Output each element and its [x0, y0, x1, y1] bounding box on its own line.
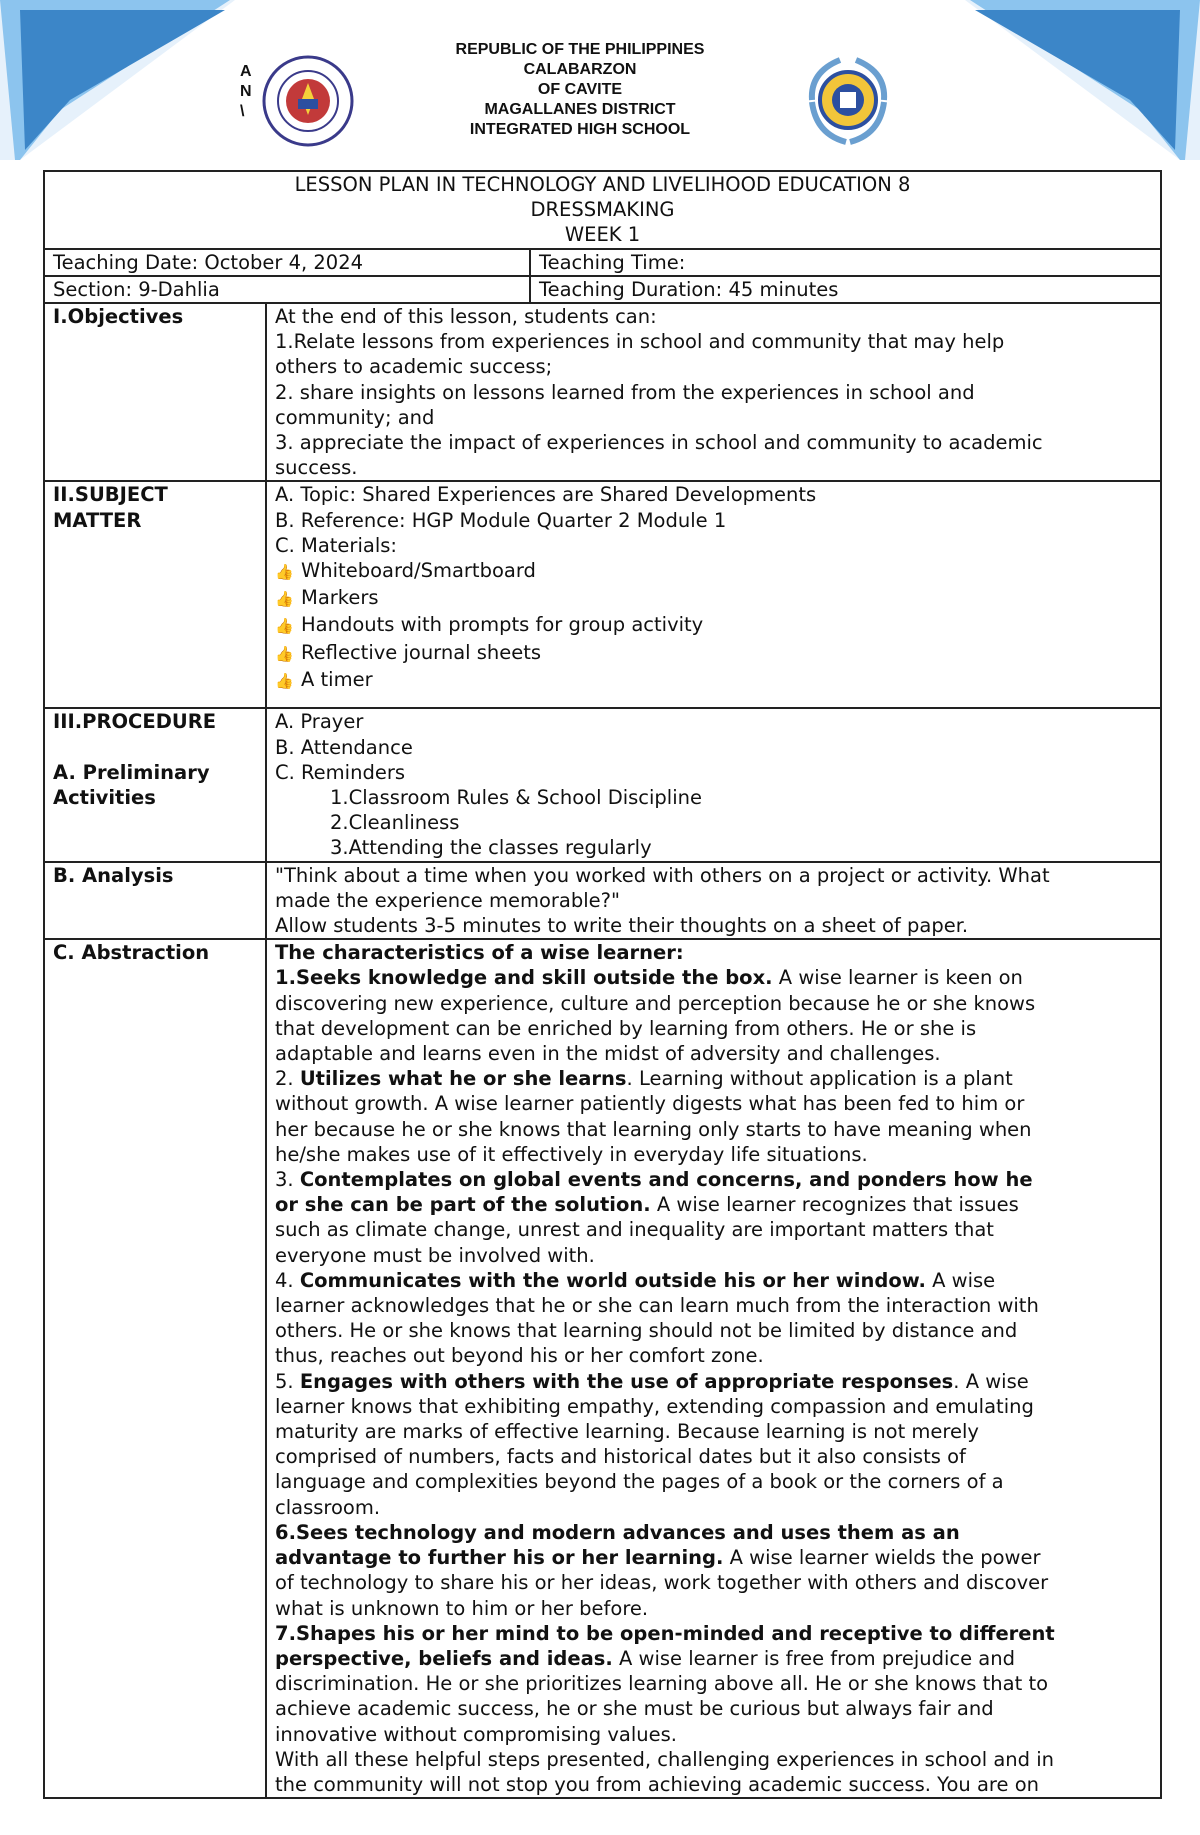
subject-matter-label: II.SUBJECT MATTER	[44, 481, 266, 708]
right-corner-decoration	[960, 0, 1200, 170]
analysis-label: B. Analysis	[44, 862, 266, 940]
objectives-content: At the end of this lesson, students can: 1.Relate lessons from experiences in school and community that may help others to academic success; 2. share insights on lessons learned from the experiences in school and community; and 3. appreciate the impact of experiences in school and community to academic success.	[266, 303, 1161, 481]
material-item: 👍 Reflective journal sheets	[275, 640, 1152, 667]
analysis-row	[44, 862, 1161, 940]
abstraction-content: The characteristics of a wise learner: 1.Seeks knowledge and skill outside the box. A wise learner is keen on discovering new experience, culture and perception because he or she knows that development can be enriched by learning from others. He or she is adaptable and learns even in the midst of adversity and challenges. 2. Utilizes what he or she learns. Learning without application is a plant without growth. A wise learner patiently digests what has been fed to him or her because he or she knows that learning only starts to have meaning when he/she makes use of it effectively in everyday life situations. 3. Contemplates on global events and concerns, and ponders how he or she can be part of the solution. A wise learner recognizes that issues such as climate change, unrest and inequality are important matters that everyone must be involved with. 4. Communicates with the world outside his or her window. A wise learner acknowledges that he or she can learn much from the interaction with others. He or she knows that learning should not be limited by distance and thus, reaches out beyond his or her comfort zone. 5. Engages with others with the use of appropriate responses. A wise learner knows that exhibiting empathy, extending compassion and emulating maturity are marks of effective learning. Because learning is not merely comprised of numbers, facts and historical dates but it also consists of language and complexities beyond the pages of a book or the corners of a classroom. 6.Sees technology and modern advances and uses them as an advantage to further his or her learning. A wise learner wields the power of technology to share his or her ideas, work together with others and discover what is unknown to him or her before. 7.Shapes his or her mind to be open-minded and receptive to different perspective, beliefs and ideas. A wise learner is free from prejudice and discrimination. He or she prioritizes learning above all. He or she knows that to achieve academic success, he or she must be curious but always fair and innovative without compromising values. With all these helpful steps presented, challenging experiences in school and in the community will not stop you from achieving academic success. You are on	[266, 939, 1161, 1798]
left-corner-decoration	[0, 0, 240, 170]
info-row	[44, 276, 1161, 303]
header-fragment: A N \	[240, 63, 252, 120]
header-line: INTEGRATED HIGH SCHOOL	[469, 121, 691, 138]
reminder-item: 2.Cleanliness	[330, 811, 460, 835]
info-row	[44, 249, 1161, 276]
lesson-plan-table	[43, 170, 1162, 1799]
header-line: OF CAVITE	[537, 81, 623, 98]
header-line: MAGALLANES DISTRICT	[484, 101, 676, 118]
procedure-content: A. Prayer B. Attendance C. Reminders 1.Classroom Rules & School Discipline 2.Cleanliness 3.Attending the classes regularly	[266, 708, 1161, 861]
objectives-label: I.Objectives	[44, 303, 266, 481]
teaching-date: Teaching Date: October 4, 2024	[44, 249, 530, 276]
teaching-duration: Teaching Duration: 45 minutes	[530, 276, 1161, 303]
subject-matter-content: A. Topic: Shared Experiences are Shared Developments B. Reference: HGP Module Quarter 2 Module 1 C. Materials: 👍 Whiteboard/Smartboard 👍 Markers 👍 Handouts with prompts for group activity 👍 Reflective journal sheets 👍 A timer	[266, 481, 1161, 708]
lesson-plan-title: LESSON PLAN IN TECHNOLOGY AND LIVELIHOOD EDUCATION 8 DRESSMAKING WEEK 1	[44, 171, 1161, 249]
procedure-label: III.PROCEDURE A. Preliminary Activities	[44, 708, 266, 861]
procedure-row	[44, 708, 1161, 861]
subject-matter-row	[44, 481, 1161, 708]
header-line: REPUBLIC OF THE PHILIPPINES	[455, 41, 705, 58]
abstraction-label: C. Abstraction	[44, 939, 266, 1798]
material-item: 👍 Whiteboard/Smartboard	[275, 558, 1152, 585]
reminder-item: 3.Attending the classes regularly	[330, 836, 652, 860]
title-row	[44, 171, 1161, 249]
material-item: 👍 Handouts with prompts for group activity	[275, 612, 1152, 639]
abstraction-row	[44, 939, 1161, 1798]
header-line: CALABARZON	[523, 61, 637, 78]
school-header	[330, 40, 830, 140]
teaching-time: Teaching Time:	[530, 249, 1161, 276]
analysis-content: "Think about a time when you worked with others on a project or activity. What made the experience memorable?" Allow students 3-5 minutes to write their thoughts on a sheet of paper.	[266, 862, 1161, 940]
material-item: 👍 Markers	[275, 585, 1152, 612]
section: Section: 9-Dahlia	[44, 276, 530, 303]
objectives-row	[44, 303, 1161, 481]
reminder-item: 1.Classroom Rules & School Discipline	[330, 786, 702, 809]
material-item: 👍 A timer	[275, 667, 1152, 694]
